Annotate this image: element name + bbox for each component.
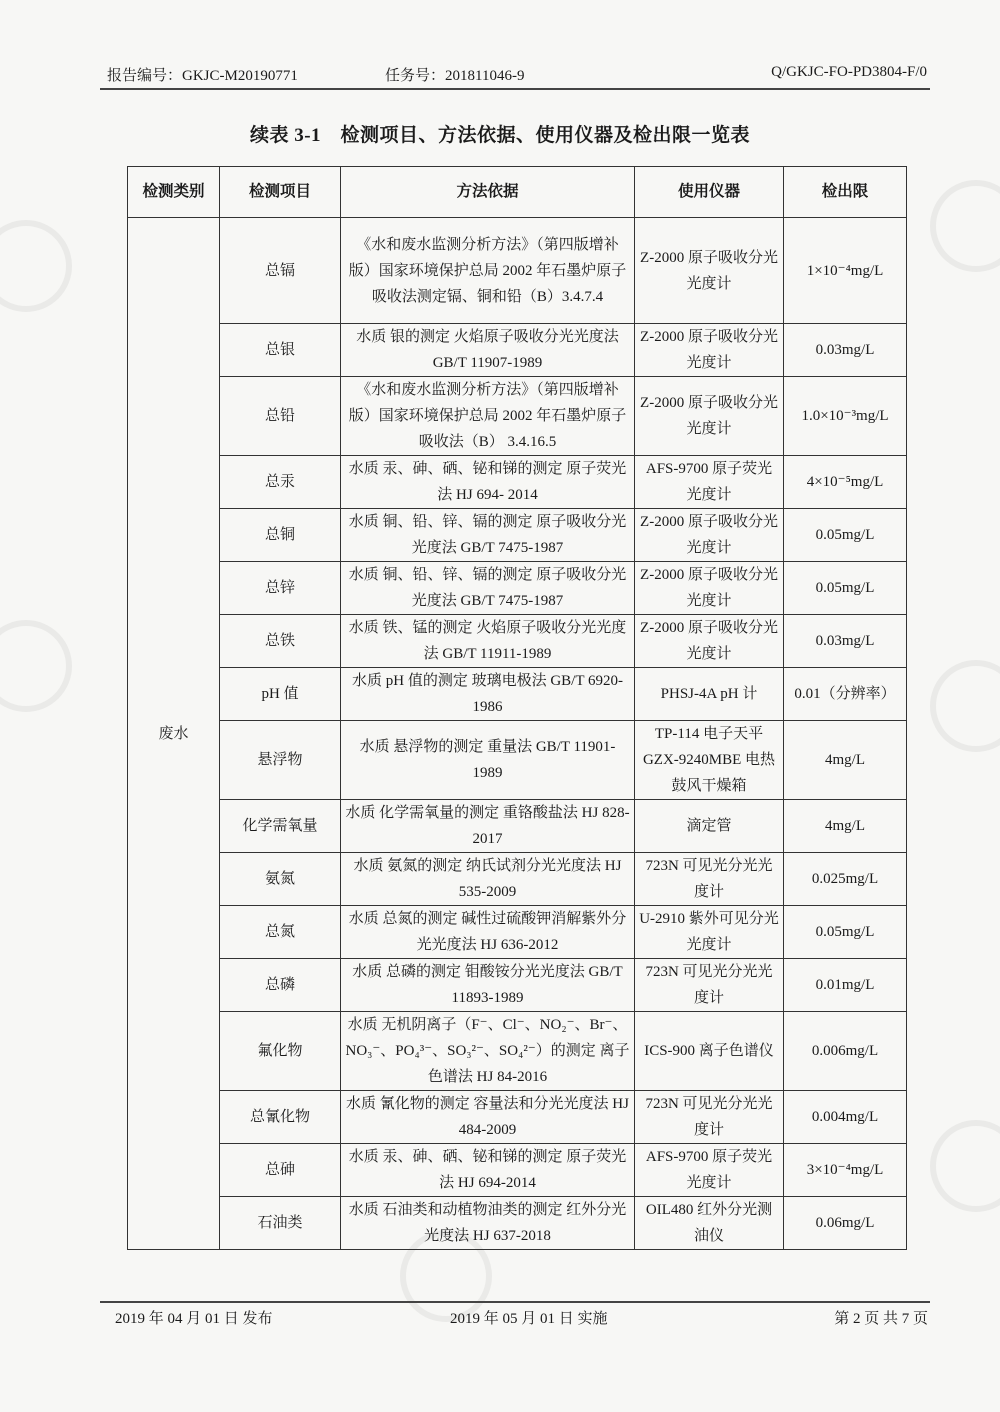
instrument-cell: Z-2000 原子吸收分光光度计 [635, 218, 784, 324]
item-cell: 总锌 [220, 562, 341, 615]
table-row [128, 721, 907, 800]
col-header-limit: 检出限 [784, 167, 907, 218]
instrument-cell: Z-2000 原子吸收分光光度计 [635, 615, 784, 668]
item-cell: 总砷 [220, 1144, 341, 1197]
method-cell: 水质 石油类和动植物油类的测定 红外分光光度法 HJ 637-2018 [341, 1197, 635, 1250]
method-cell: 水质 氰化物的测定 容量法和分光光度法 HJ 484-2009 [341, 1091, 635, 1144]
item-cell: 氟化物 [220, 1012, 341, 1091]
method-cell: 水质 无机阴离子（F⁻、Cl⁻、NO₂⁻、Br⁻、NO₃⁻、PO₄³⁻、SO₃²⁻、SO₄²⁻）的测定 离子色谱法 HJ 84-2016 [341, 1012, 635, 1091]
item-cell: 总镉 [220, 218, 341, 324]
method-cell: 水质 汞、砷、硒、铋和锑的测定 原子荧光法 HJ 694- 2014 [341, 456, 635, 509]
issue-date: 2019 年 04 月 01 日 发布 [115, 1311, 273, 1327]
category-cell: 废水 [128, 218, 220, 1250]
limit-cell: 0.05mg/L [784, 509, 907, 562]
header-divider [100, 88, 930, 90]
effective-date: 2019 年 05 月 01 日 实施 [450, 1311, 608, 1327]
table-row [128, 1012, 907, 1091]
method-cell: 水质 汞、砷、硒、铋和锑的测定 原子荧光法 HJ 694-2014 [341, 1144, 635, 1197]
limit-cell: 0.01（分辨率） [784, 668, 907, 721]
instrument-cell: Z-2000 原子吸收分光光度计 [635, 324, 784, 377]
table-row [128, 1091, 907, 1144]
item-cell: 总磷 [220, 959, 341, 1012]
method-cell: 水质 悬浮物的测定 重量法 GB/T 11901-1989 [341, 721, 635, 800]
item-cell: 总银 [220, 324, 341, 377]
watermark-seal [930, 180, 1000, 272]
method-cell: 水质 pH 值的测定 玻璃电极法 GB/T 6920-1986 [341, 668, 635, 721]
item-cell: 总汞 [220, 456, 341, 509]
limit-cell: 0.05mg/L [784, 562, 907, 615]
item-cell: 氨氮 [220, 853, 341, 906]
limit-cell: 0.025mg/L [784, 853, 907, 906]
footer-divider [100, 1301, 930, 1303]
table-row [128, 509, 907, 562]
table-row [128, 668, 907, 721]
document-code: Q/GKJC-FO-PD3804-F/0 [771, 64, 927, 80]
method-cell: 水质 总磷的测定 钼酸铵分光光度法 GB/T 11893-1989 [341, 959, 635, 1012]
limit-cell: 3×10⁻⁴mg/L [784, 1144, 907, 1197]
method-cell: 水质 化学需氧量的测定 重铬酸盐法 HJ 828-2017 [341, 800, 635, 853]
limit-cell: 0.06mg/L [784, 1197, 907, 1250]
instrument-cell: 723N 可见光分光光度计 [635, 959, 784, 1012]
limit-cell: 4mg/L [784, 800, 907, 853]
method-cell: 水质 银的测定 火焰原子吸收分光光度法 GB/T 11907-1989 [341, 324, 635, 377]
method-cell: 《水和废水监测分析方法》（第四版增补版）国家环境保护总局 2002 年石墨炉原子吸收法（B） 3.4.16.5 [341, 377, 635, 456]
table-row [128, 959, 907, 1012]
limit-cell: 0.03mg/L [784, 324, 907, 377]
col-header-category: 检测类别 [128, 167, 220, 218]
watermark-seal [0, 620, 72, 712]
limit-cell: 4×10⁻⁵mg/L [784, 456, 907, 509]
table-row [128, 800, 907, 853]
method-cell: 水质 总氮的测定 碱性过硫酸钾消解紫外分光光度法 HJ 636-2012 [341, 906, 635, 959]
watermark-seal [930, 1120, 1000, 1212]
limit-cell: 0.006mg/L [784, 1012, 907, 1091]
item-cell: 石油类 [220, 1197, 341, 1250]
table-title: 续表 3-1 检测项目、方法依据、使用仪器及检出限一览表 [249, 125, 751, 146]
table-row [128, 218, 907, 324]
item-cell: 总铅 [220, 377, 341, 456]
method-cell: 水质 铜、铅、锌、镉的测定 原子吸收分光光度法 GB/T 7475-1987 [341, 509, 635, 562]
limit-cell: 1×10⁻⁴mg/L [784, 218, 907, 324]
instrument-cell: AFS-9700 原子荧光光度计 [635, 1144, 784, 1197]
limit-cell: 0.03mg/L [784, 615, 907, 668]
instrument-cell: Z-2000 原子吸收分光光度计 [635, 377, 784, 456]
item-cell: 化学需氧量 [220, 800, 341, 853]
limit-cell: 1.0×10⁻³mg/L [784, 377, 907, 456]
table-row [128, 906, 907, 959]
table-row [128, 456, 907, 509]
table-row [128, 853, 907, 906]
instrument-cell: Z-2000 原子吸收分光光度计 [635, 562, 784, 615]
page-number: 第 2 页 共 7 页 [834, 1311, 928, 1327]
limit-cell: 0.01mg/L [784, 959, 907, 1012]
method-cell: 水质 氨氮的测定 纳氏试剂分光光度法 HJ 535-2009 [341, 853, 635, 906]
limit-cell: 0.004mg/L [784, 1091, 907, 1144]
instrument-cell: Z-2000 原子吸收分光光度计 [635, 509, 784, 562]
limit-cell: 0.05mg/L [784, 906, 907, 959]
method-cell: 水质 铜、铅、锌、镉的测定 原子吸收分光光度法 GB/T 7475-1987 [341, 562, 635, 615]
instrument-cell: AFS-9700 原子荧光光度计 [635, 456, 784, 509]
instrument-cell: TP-114 电子天平 GZX-9240MBE 电热鼓风干燥箱 [635, 721, 784, 800]
item-cell: 悬浮物 [220, 721, 341, 800]
instrument-cell: 723N 可见光分光光度计 [635, 853, 784, 906]
table-row [128, 562, 907, 615]
table-header-row [128, 167, 907, 218]
page-header [107, 64, 927, 86]
table-row [128, 324, 907, 377]
item-cell: 总氮 [220, 906, 341, 959]
table-row [128, 377, 907, 456]
item-cell: 总铜 [220, 509, 341, 562]
instrument-cell: ICS-900 离子色谱仪 [635, 1012, 784, 1091]
method-cell: 水质 铁、锰的测定 火焰原子吸收分光光度法 GB/T 11911-1989 [341, 615, 635, 668]
col-header-item: 检测项目 [220, 167, 341, 218]
item-cell: 总铁 [220, 615, 341, 668]
watermark-seal [930, 660, 1000, 752]
item-cell: pH 值 [220, 668, 341, 721]
instrument-cell: PHSJ-4A pH 计 [635, 668, 784, 721]
watermark-seal [0, 220, 72, 312]
table-row [128, 1197, 907, 1250]
instrument-cell: 723N 可见光分光光度计 [635, 1091, 784, 1144]
method-cell: 《水和废水监测分析方法》（第四版增补版）国家环境保护总局 2002 年石墨炉原子吸收法测定镉、铜和铅（B）3.4.7.4 [341, 218, 635, 324]
table-row [128, 1144, 907, 1197]
col-header-instrument: 使用仪器 [635, 167, 784, 218]
report-number: 报告编号：GKJC-M20190771 [107, 68, 298, 84]
detection-table [127, 166, 907, 1250]
col-header-method: 方法依据 [341, 167, 635, 218]
instrument-cell: 滴定管 [635, 800, 784, 853]
table-row [128, 615, 907, 668]
task-number: 任务号：201811046-9 [385, 68, 525, 84]
limit-cell: 4mg/L [784, 721, 907, 800]
item-cell: 总氰化物 [220, 1091, 341, 1144]
instrument-cell: U-2910 紫外可见分光光度计 [635, 906, 784, 959]
instrument-cell: OIL480 红外分光测油仪 [635, 1197, 784, 1250]
